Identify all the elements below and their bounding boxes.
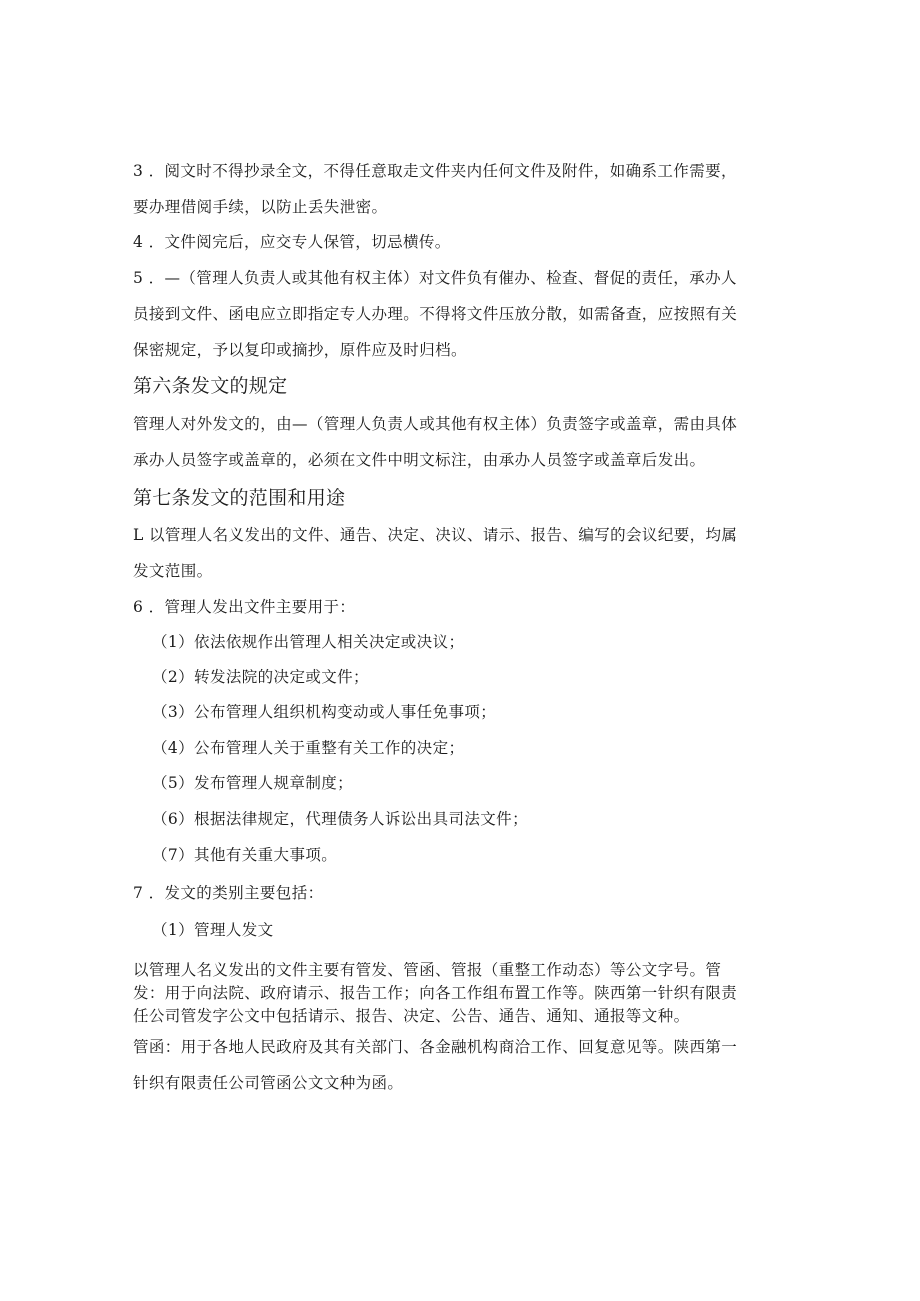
- item-5-line-3: 保密规定，予以复印或摘抄，原件应及时归档。: [133, 341, 467, 359]
- item-6-subitem: （2）转发法院的决定或文件；: [152, 668, 369, 686]
- item-6-subitem: （1）依法依规作出管理人相关决定或决议；: [152, 633, 465, 651]
- guan-fa-line-3: 任公司管发字公文中包括请示、报告、决定、公告、通告、通知、通报等文种。: [133, 1007, 690, 1025]
- item-3-line-2: 要办理借阅手续，以防止丢失泄密。: [133, 198, 388, 216]
- item-5-line-2: 员接到文件、函电应立即指定专人办理。不得将文件压放分散，如需备查，应按照有关: [133, 305, 738, 323]
- item-5-line-1: 5 ．—（管理人负责人或其他有权主体）对文件负有催办、检查、督促的责任，承办人: [133, 269, 737, 287]
- item-7-line-1: 7 ．发文的类别主要包括：: [133, 884, 324, 902]
- item-3-line-1: 3 ．阅文时不得抄录全文，不得任意取走文件夹内任何文件及附件，如确系工作需要，: [133, 162, 737, 180]
- item-4-line-1: 4 ．文件阅完后，应交专人保管，切忌横传。: [133, 233, 451, 251]
- guan-han-line-1: 管函：用于各地人民政府及其有关部门、各金融机构商洽工作、回复意见等。陕西第一: [133, 1038, 738, 1056]
- item-6-subitem: （6）根据法律规定，代理债务人诉讼出具司法文件；: [152, 810, 528, 828]
- item-l-line-2: 发文范围。: [133, 562, 213, 580]
- item-6-subitem: （4）公布管理人关于重整有关工作的决定；: [152, 739, 465, 757]
- item-l-line-1: L 以管理人名义发出的文件、通告、决定、决议、请示、报告、编写的会议纪要，均属: [133, 526, 738, 544]
- guan-fa-line-2: 发：用于向法院、政府请示、报告工作；向各工作组布置工作等。陕西第一针织有限责: [133, 984, 738, 1002]
- item-6-subitem: （5）发布管理人规章制度；: [152, 774, 354, 792]
- item-7-subitem-1: （1）管理人发文: [152, 921, 274, 939]
- guan-fa-line-1: 以管理人名义发出的文件主要有管发、管函、管报（重整工作动态）等公文字号。管: [133, 961, 722, 979]
- guan-han-line-2: 针织有限责任公司管函公文文种为函。: [133, 1074, 404, 1092]
- item-6-line-1: 6 ．管理人发出文件主要用于：: [133, 598, 356, 616]
- article-6-heading: 第六条发文的规定: [133, 375, 288, 397]
- item-6-subitem: （7）其他有关重大事项。: [152, 846, 338, 864]
- article-6-line-2: 承办人员签字或盖章的，必须在文件中明文标注，由承办人员签字或盖章后发出。: [133, 451, 706, 469]
- article-7-heading: 第七条发文的范围和用途: [133, 487, 346, 509]
- item-6-subitem: （3）公布管理人组织机构变动或人事任免事项；: [152, 703, 497, 721]
- article-6-line-1: 管理人对外发文的，由—（管理人负责人或其他有权主体）负责签字或盖章，需由具体: [133, 415, 738, 433]
